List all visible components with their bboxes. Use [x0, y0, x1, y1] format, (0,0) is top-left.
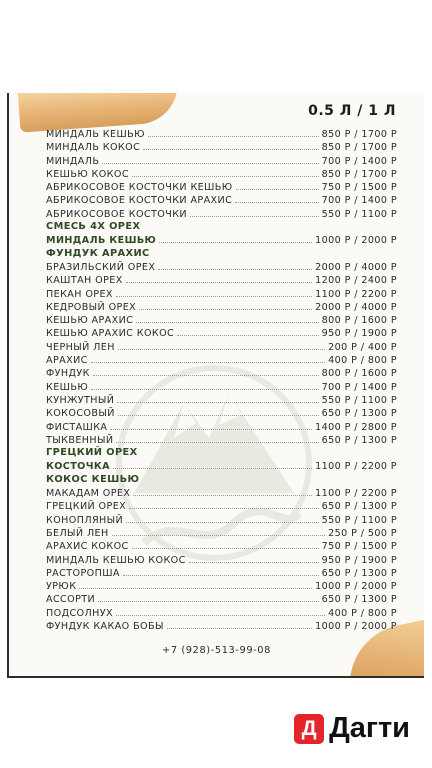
item-price: 800 Р / 1600 Р — [321, 315, 397, 327]
item-price: 2000 Р / 4000 Р — [315, 261, 397, 273]
list-item — [46, 393, 397, 406]
item-price: 950 Р / 1900 Р — [321, 554, 397, 566]
item-name: КЕДРОВЫЙ ОРЕХ — [46, 301, 137, 313]
list-item — [46, 140, 397, 153]
item-price: 1200 Р / 2400 Р — [315, 275, 397, 287]
volume-header: 0.5 Л / 1 Л — [308, 103, 396, 119]
section-heading: СМЕСЬ 4Х ОРЕХ — [46, 221, 141, 233]
item-price: 950 Р / 1900 Р — [321, 328, 397, 340]
item-price: 700 Р / 1400 Р — [321, 381, 397, 393]
item-name: АССОРТИ — [46, 594, 96, 606]
list-item — [46, 300, 397, 313]
list-item — [46, 167, 397, 180]
item-name: МАКАДАМ ОРЕХ — [46, 488, 131, 500]
list-item — [46, 553, 397, 566]
list-item — [46, 486, 397, 499]
item-price: 1100 Р / 2200 Р — [315, 461, 397, 473]
item-price: 850 Р / 1700 Р — [321, 129, 397, 140]
section-heading: ГРЕЦКИЙ ОРЕХ — [46, 447, 138, 459]
list-item — [46, 526, 397, 539]
item-name: КЕШЬЮ АРАХИС КОКОС — [46, 328, 175, 340]
list-item — [46, 273, 397, 286]
item-name: МИНДАЛЬ КЕШЬЮ — [46, 235, 157, 247]
list-item — [46, 539, 397, 552]
item-name: КОНОПЛЯНЫЙ — [46, 514, 124, 526]
item-price: 1100 Р / 2200 Р — [315, 488, 397, 500]
item-price: 400 Р / 800 Р — [328, 355, 397, 367]
item-price: 850 Р / 1700 Р — [321, 142, 397, 154]
section-heading: КОКОС КЕШЬЮ — [46, 473, 140, 485]
item-name: КОКОСОВЫЙ — [46, 408, 115, 420]
item-price: 1000 Р / 2000 Р — [315, 581, 397, 593]
item-price: 250 Р / 500 Р — [328, 527, 397, 539]
phone-number[interactable]: +7 (928)-513-99-08 — [162, 645, 271, 656]
item-name: РАСТОРОПША — [46, 567, 120, 579]
list-item — [46, 592, 397, 605]
item-name: ФИСТАШКА — [46, 421, 108, 433]
list-item — [46, 380, 397, 393]
list-item — [46, 513, 397, 526]
section-heading: ФУНДУК АРАХИС — [46, 247, 150, 259]
item-name: КУНЖУТНЫЙ — [46, 394, 115, 406]
list-item — [46, 127, 397, 140]
list-item — [46, 433, 397, 446]
item-name: АБРИКОСОВОЕ КОСТОЧКИ — [46, 208, 188, 220]
list-item — [46, 326, 397, 339]
list-item — [46, 619, 397, 632]
brand-badge-icon: Д — [294, 714, 324, 744]
item-price: 650 Р / 1300 Р — [321, 567, 397, 579]
item-name: УРЮК — [46, 581, 77, 593]
item-name: ПОДСОЛНУХ — [46, 607, 113, 619]
list-item — [46, 193, 397, 206]
item-price: 650 Р / 1300 Р — [321, 501, 397, 513]
item-name: МИНДАЛЬ КЕШЬЮ — [46, 129, 145, 140]
item-price: 750 Р / 1500 Р — [321, 541, 397, 553]
item-price: 550 Р / 1100 Р — [321, 394, 397, 406]
item-price: 650 Р / 1300 Р — [321, 408, 397, 420]
item-name: КАШТАН ОРЕХ — [46, 275, 123, 287]
item-name: АБРИКОСОВОЕ КОСТОЧКИ КЕШЬЮ — [46, 182, 233, 194]
list-item — [46, 579, 397, 592]
item-name: ГРЕЦКИЙ ОРЕХ — [46, 501, 127, 513]
item-name: МИНДАЛЬ КОКОС — [46, 142, 141, 154]
item-price: 850 Р / 1700 Р — [321, 168, 397, 180]
item-name: КОСТОЧКА — [46, 461, 110, 473]
item-price: 700 Р / 1400 Р — [321, 155, 397, 167]
list-item — [46, 406, 397, 419]
item-price: 2000 Р / 4000 Р — [315, 301, 397, 313]
price-list — [46, 127, 397, 632]
item-price: 550 Р / 1100 Р — [321, 208, 397, 220]
list-item — [46, 180, 397, 193]
item-price: 1100 Р / 2200 Р — [315, 288, 397, 300]
item-price: 1400 Р / 2800 Р — [315, 421, 397, 433]
item-name: АБРИКОСОВОЕ КОСТОЧКИ АРАХИС — [46, 195, 233, 207]
item-name: БРАЗИЛЬСКИЙ ОРЕХ — [46, 261, 156, 273]
list-item — [46, 459, 397, 472]
item-name: ЧЕРНЫЙ ЛЕН — [46, 341, 115, 353]
list-item — [46, 233, 397, 246]
item-price: 650 Р / 1300 Р — [321, 434, 397, 446]
item-name: КЕШЬЮ АРАХИС — [46, 315, 134, 327]
list-item — [46, 420, 397, 433]
item-name: МИНДАЛЬ — [46, 155, 100, 167]
item-price: 1000 Р / 2000 Р — [315, 620, 397, 632]
item-name: БЕЛЫЙ ЛЕН — [46, 527, 109, 539]
item-name: ФУНДУК — [46, 368, 90, 380]
list-item — [46, 499, 397, 512]
list-item — [46, 566, 397, 579]
item-price: 1000 Р / 2000 Р — [315, 235, 397, 247]
list-item — [46, 287, 397, 300]
menu-card — [7, 93, 424, 678]
item-price: 700 Р / 1400 Р — [321, 195, 397, 207]
item-name: АРАХИС КОКОС — [46, 541, 129, 553]
list-item — [46, 260, 397, 273]
item-name: МИНДАЛЬ КЕШЬЮ КОКОС — [46, 554, 186, 566]
list-item — [46, 154, 397, 167]
brand-name: Дагти — [329, 712, 410, 744]
item-name: ФУНДУК КАКАО БОБЫ — [46, 620, 164, 632]
item-name: ПЕКАН ОРЕХ — [46, 288, 113, 300]
list-item — [46, 366, 397, 379]
item-price: 400 Р / 800 Р — [328, 607, 397, 619]
list-item — [46, 340, 397, 353]
list-item — [46, 313, 397, 326]
item-price: 800 Р / 1600 Р — [321, 368, 397, 380]
list-item — [46, 353, 397, 366]
item-name: КЕШЬЮ КОКОС — [46, 168, 129, 180]
item-name: ТЫКВЕННЫЙ — [46, 434, 114, 446]
list-item — [46, 606, 397, 619]
item-name: АРАХИС — [46, 355, 88, 367]
item-price: 650 Р / 1300 Р — [321, 594, 397, 606]
list-item — [46, 207, 397, 220]
item-price: 750 Р / 1500 Р — [321, 182, 397, 194]
item-price: 200 Р / 400 Р — [328, 341, 397, 353]
item-name: КЕШЬЮ — [46, 381, 89, 393]
brand-logo — [294, 712, 410, 745]
item-price: 550 Р / 1100 Р — [321, 514, 397, 526]
